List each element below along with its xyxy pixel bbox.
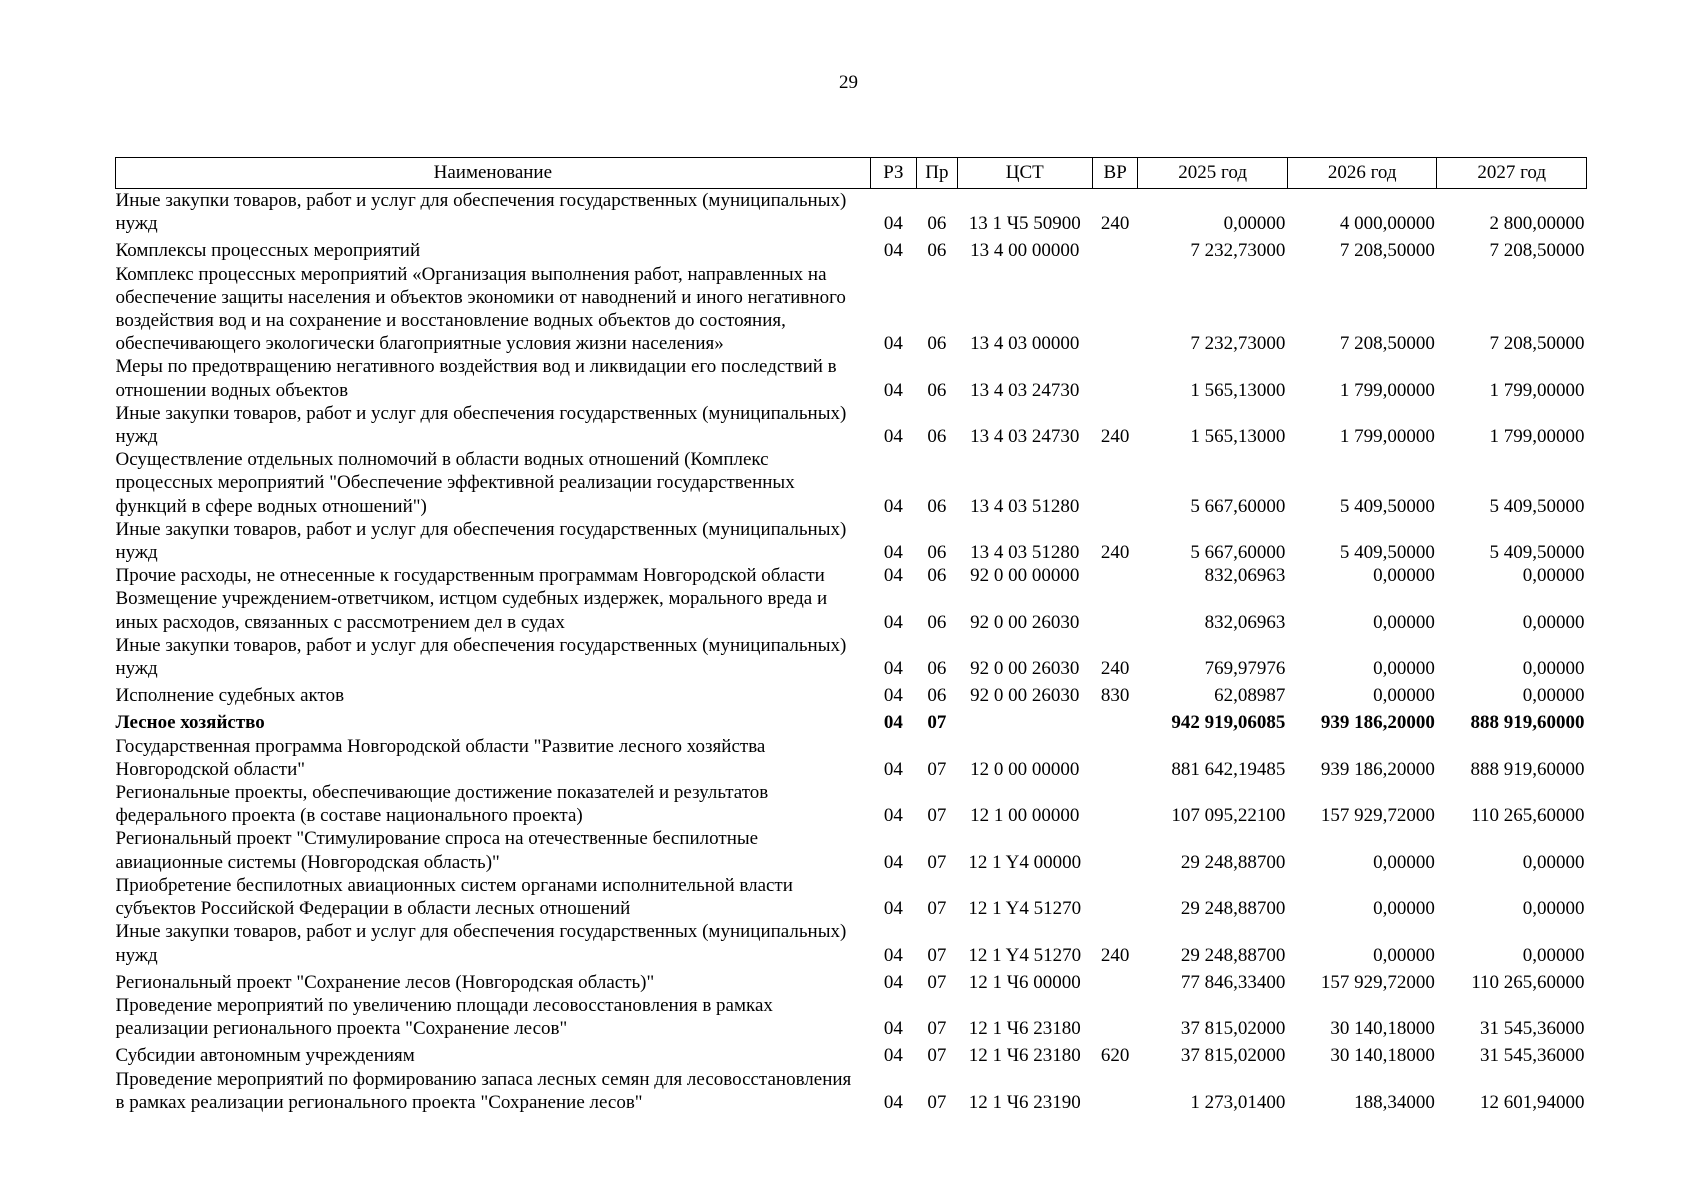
row-cst: 12 1 Ч6 00000 [968,971,1081,993]
row-rz: 04 [883,565,903,587]
row-value-2027: 5 409,50000 [1489,542,1585,564]
row-name: Осуществление отдельных полномочий в области водных отношений (Комплекс процессных мероприятий "Обеспечение эффективной реализации государственных функций в сфере водных отношений") [115,449,795,517]
row-cst: 13 4 03 51280 [970,542,1080,564]
row-value-2026: 0,00000 [1373,898,1435,920]
row-name: Меры по предотвращению негативного воздействия вод и ликвидации его последствий в отношении водных объектов [115,356,837,401]
row-vr [1092,355,1137,401]
row-value-2025: 37 815,02000 [1180,1045,1286,1067]
row-value-2027: 888 919,60000 [1470,712,1585,734]
table-row [116,355,1587,401]
table-row [116,994,1587,1040]
header-vr: ВР [1092,158,1137,189]
row-pr: 07 [927,712,947,734]
row-value-2026: 5 409,50000 [1339,495,1435,517]
row-value-2025: 62,08987 [1214,685,1286,707]
row-pr: 06 [927,611,947,633]
row-pr: 07 [927,898,947,920]
row-rz: 04 [883,611,903,633]
row-cst: 12 1 Y4 00000 [968,851,1082,873]
row-value-2026: 939 186,20000 [1320,712,1435,734]
table-row [116,235,1587,262]
row-name: Проведение мероприятий по увеличению площади лесовосстановления в рамках реализации регионального проекта "Сохранение лесов" [115,994,773,1040]
row-cst [957,707,1092,734]
row-vr: 240 [1100,213,1130,235]
table-row [116,448,1587,518]
table-body [116,189,1587,1114]
row-value-2026: 939 186,20000 [1320,758,1435,780]
row-name: Возмещение учреждением-ответчиком, истцом судебных издержек, морального вреда и иных расходов, связанных с рассмотрением дел в судах [115,588,828,633]
row-vr [1092,781,1137,827]
row-name: Лесное хозяйство [115,712,265,734]
row-value-2026: 0,00000 [1373,944,1435,966]
table-row [116,827,1587,873]
header-2025: 2025 год [1138,158,1288,189]
row-value-2025: 107 095,22100 [1171,805,1286,827]
row-vr [1092,1068,1137,1114]
row-pr: 06 [927,333,947,355]
row-rz: 04 [883,426,903,448]
row-value-2026: 0,00000 [1373,685,1435,707]
row-value-2025: 7 232,73000 [1190,240,1286,262]
row-rz: 04 [883,542,903,564]
row-cst: 92 0 00 00000 [970,565,1080,587]
row-name: Иные закупки товаров, работ и услуг для обеспечения государственных (муниципальных) нужд [115,921,847,966]
header-2027: 2027 год [1437,158,1587,189]
row-rz: 04 [883,851,903,873]
table-row [116,1068,1587,1114]
row-vr: 830 [1100,685,1130,707]
row-cst: 12 1 Ч6 23190 [968,1091,1081,1113]
row-value-2027: 888 919,60000 [1470,758,1585,780]
row-value-2026: 157 929,72000 [1320,971,1435,993]
row-value-2027: 0,00000 [1522,685,1585,707]
row-vr [1092,564,1137,587]
row-value-2025: 1 565,13000 [1190,379,1286,401]
table-row [116,634,1587,680]
table-row [116,735,1587,781]
row-name: Иные закупки товаров, работ и услуг для обеспечения государственных (муниципальных) нужд [115,634,847,680]
row-vr [1092,235,1137,262]
row-name: Иные закупки товаров, работ и услуг для обеспечения государственных (муниципальных) нужд [115,518,847,564]
row-value-2025: 29 248,88700 [1180,944,1286,966]
row-rz: 04 [883,898,903,920]
header-cst: ЦСТ [957,158,1092,189]
row-pr: 07 [927,758,947,780]
row-value-2027: 0,00000 [1522,851,1585,873]
row-cst: 12 1 Y4 51270 [968,898,1082,920]
row-value-2027: 7 208,50000 [1489,333,1585,355]
row-value-2025: 29 248,88700 [1180,851,1286,873]
row-cst: 12 1 Y4 51270 [968,944,1082,966]
row-pr: 06 [927,379,947,401]
row-value-2025: 881 642,19485 [1171,758,1286,780]
row-pr: 07 [927,1045,947,1067]
table-row [116,680,1587,707]
table-row [116,1040,1587,1067]
row-value-2026: 30 140,18000 [1330,1045,1435,1067]
row-value-2027: 5 409,50000 [1489,495,1585,517]
row-name: Комплексы процессных мероприятий [115,240,421,262]
row-pr: 06 [927,240,947,262]
row-name: Региональный проект "Сохранение лесов (Новгородская область)" [115,971,655,993]
table-row [116,587,1587,633]
row-cst: 92 0 00 26030 [970,611,1080,633]
row-rz: 04 [883,685,903,707]
header-row [116,158,1587,189]
row-pr: 06 [927,565,947,587]
table-header [116,158,1587,189]
row-pr: 07 [927,851,947,873]
row-value-2026: 0,00000 [1373,851,1435,873]
row-name: Приобретение беспилотных авиационных систем органами исполнительной власти субъектов Российской Федерации в области лесных отношений [115,874,793,920]
row-rz: 04 [883,944,903,966]
table-row [116,189,1587,236]
row-name: Прочие расходы, не отнесенные к государственным программам Новгородской области [115,565,825,587]
row-vr: 620 [1100,1045,1130,1067]
row-vr [1092,707,1137,734]
row-value-2026: 7 208,50000 [1339,333,1435,355]
row-value-2025: 37 815,02000 [1180,1018,1286,1040]
row-rz: 04 [883,658,903,680]
row-vr: 240 [1100,658,1130,680]
row-value-2027: 1 799,00000 [1489,379,1585,401]
row-value-2025: 0,00000 [1223,213,1286,235]
row-vr [1092,448,1137,518]
row-pr: 07 [927,1091,947,1113]
row-pr: 06 [927,542,947,564]
row-pr: 07 [927,944,947,966]
row-name: Исполнение судебных актов [115,685,345,707]
table-row [116,402,1587,448]
page-number: 29 [839,72,858,93]
table-row [116,707,1587,734]
row-rz: 04 [883,240,903,262]
row-vr [1092,735,1137,781]
row-vr [1092,827,1137,873]
table-row [116,967,1587,994]
row-cst: 12 1 00 00000 [970,805,1080,827]
row-value-2025: 77 846,33400 [1180,971,1286,993]
row-name: Иные закупки товаров, работ и услуг для обеспечения государственных (муниципальных) нужд [115,402,847,448]
table-row [116,263,1587,356]
row-value-2026: 0,00000 [1373,565,1435,587]
row-pr: 07 [927,971,947,993]
row-value-2027: 7 208,50000 [1489,240,1585,262]
row-value-2025: 1 273,01400 [1190,1091,1286,1113]
row-rz: 04 [883,971,903,993]
row-value-2026: 188,34000 [1354,1091,1435,1113]
row-cst: 13 4 03 51280 [970,495,1080,517]
row-rz: 04 [883,712,903,734]
row-cst: 12 1 Ч6 23180 [968,1018,1081,1040]
row-pr: 06 [927,685,947,707]
row-value-2025: 832,06963 [1204,611,1286,633]
row-cst: 13 1 Ч5 50900 [968,213,1081,235]
row-rz: 04 [883,1045,903,1067]
row-cst: 12 1 Ч6 23180 [968,1045,1081,1067]
row-name: Комплекс процессных мероприятий «Организация выполнения работ, направленных на обеспечение защиты населения и объектов экономики от наводнений и иного негативного воздействия вод и на сохранение и восстановление водных объектов до состояния, обеспечивающего экологически благоприятные условия жизни населения» [115,263,846,355]
row-value-2027: 1 799,00000 [1489,426,1585,448]
row-value-2025: 769,97976 [1204,658,1286,680]
row-value-2027: 110 265,60000 [1471,971,1585,993]
row-rz: 04 [883,805,903,827]
row-vr [1092,967,1137,994]
row-pr: 06 [927,426,947,448]
row-vr: 240 [1100,944,1130,966]
header-name: Наименование [116,158,871,189]
row-cst: 13 4 03 24730 [970,379,1080,401]
row-value-2025: 7 232,73000 [1190,333,1286,355]
row-value-2025: 1 565,13000 [1190,426,1286,448]
row-rz: 04 [883,213,903,235]
row-value-2026: 1 799,00000 [1339,379,1435,401]
header-pr: Пр [917,158,957,189]
row-cst: 92 0 00 26030 [970,658,1080,680]
row-name: Субсидии автономным учреждениям [115,1045,415,1067]
row-value-2025: 832,06963 [1204,565,1286,587]
row-value-2025: 29 248,88700 [1180,898,1286,920]
row-rz: 04 [883,1018,903,1040]
row-cst: 13 4 03 24730 [970,426,1080,448]
row-rz: 04 [883,1091,903,1113]
row-pr: 06 [927,213,947,235]
row-vr: 240 [1100,542,1130,564]
row-value-2027: 0,00000 [1522,658,1585,680]
row-value-2027: 31 545,36000 [1480,1045,1585,1067]
row-value-2027: 0,00000 [1522,944,1585,966]
row-name: Государственная программа Новгородской области "Развитие лесного хозяйства Новгородской области" [115,735,766,780]
row-value-2027: 0,00000 [1522,611,1585,633]
row-vr: 240 [1100,426,1130,448]
header-2026: 2026 год [1287,158,1437,189]
row-pr: 07 [927,805,947,827]
row-name: Иные закупки товаров, работ и услуг для обеспечения государственных (муниципальных) нужд [115,190,847,235]
row-value-2027: 31 545,36000 [1480,1018,1585,1040]
row-value-2025: 5 667,60000 [1190,495,1286,517]
table-row [116,874,1587,920]
row-value-2026: 1 799,00000 [1339,426,1435,448]
row-cst: 92 0 00 26030 [970,685,1080,707]
row-name: Региональные проекты, обеспечивающие достижение показателей и результатов федерального проекта (в составе национального проекта) [115,782,769,827]
row-rz: 04 [883,758,903,780]
table-row [116,564,1587,587]
row-vr [1092,263,1137,356]
row-value-2026: 0,00000 [1373,658,1435,680]
row-value-2027: 0,00000 [1522,898,1585,920]
table-row [116,920,1587,966]
row-value-2026: 4 000,00000 [1339,213,1435,235]
row-cst: 13 4 03 00000 [970,333,1080,355]
row-value-2025: 942 919,06085 [1171,712,1286,734]
row-vr [1092,587,1137,633]
row-value-2026: 30 140,18000 [1330,1018,1435,1040]
row-value-2026: 157 929,72000 [1320,805,1435,827]
row-value-2027: 0,00000 [1522,565,1585,587]
row-vr [1092,874,1137,920]
budget-table [115,157,1587,1114]
row-value-2027: 12 601,94000 [1480,1091,1585,1113]
row-rz: 04 [883,495,903,517]
row-name: Проведение мероприятий по формированию запаса лесных семян для лесовосстановления в рамках реализации регионального проекта "Сохранение лесов" [115,1068,852,1113]
row-pr: 06 [927,658,947,680]
row-value-2027: 110 265,60000 [1471,805,1585,827]
row-value-2027: 2 800,00000 [1489,213,1585,235]
row-vr [1092,994,1137,1040]
row-value-2026: 5 409,50000 [1339,542,1435,564]
row-pr: 06 [927,495,947,517]
row-cst: 12 0 00 00000 [970,758,1080,780]
row-value-2026: 7 208,50000 [1339,240,1435,262]
row-cst: 13 4 00 00000 [970,240,1080,262]
row-name: Региональный проект "Стимулирование спроса на отечественные беспилотные авиационные системы (Новгородская область)" [115,828,759,873]
row-value-2025: 5 667,60000 [1190,542,1286,564]
table-row [116,781,1587,827]
row-rz: 04 [883,333,903,355]
row-value-2026: 0,00000 [1373,611,1435,633]
table-row [116,518,1587,564]
row-pr: 07 [927,1018,947,1040]
row-rz: 04 [883,379,903,401]
header-rz: РЗ [870,158,916,189]
